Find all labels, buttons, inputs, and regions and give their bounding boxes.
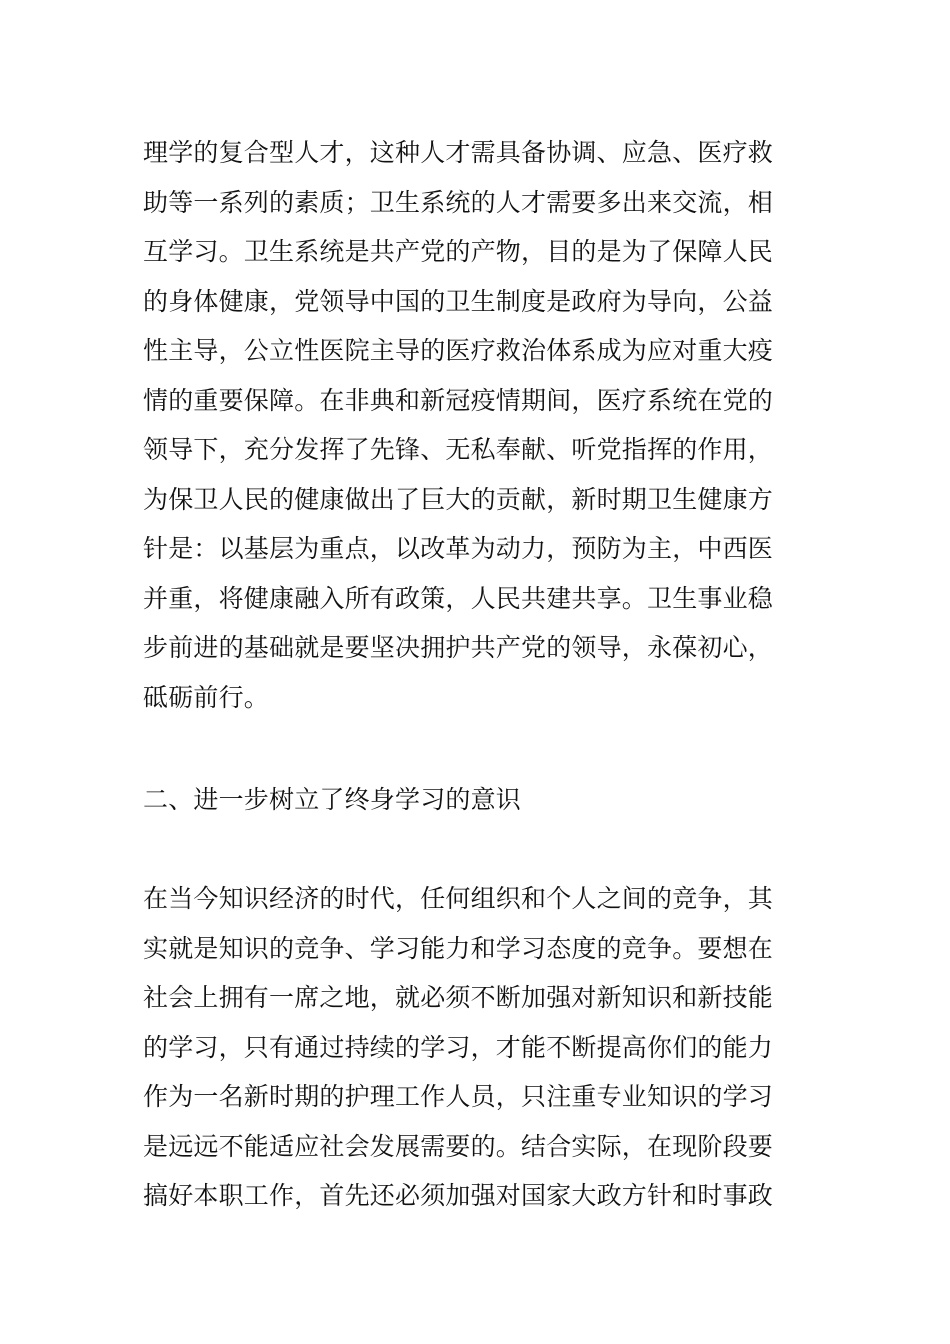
paragraph-line: 的身体健康，党领导中国的卫生制度是政府为导向，公益	[143, 286, 774, 316]
paragraph-line: 为保卫人民的健康做出了巨大的贡献，新时期卫生健康方	[143, 484, 774, 514]
paragraph-line: 的学习，只有通过持续的学习，才能不断提高你们的能力	[143, 1032, 774, 1062]
paragraph-line: 搞好本职工作，首先还必须加强对国家大政方针和时事政	[143, 1181, 774, 1210]
paragraph-line: 在当今知识经济的时代，任何组织和个人之间的竞争，其	[143, 884, 774, 913]
paragraph-line: 领导下，充分发挥了先锋、无私奉献、听党指挥的作用，	[143, 435, 774, 464]
paragraph-line: 性主导，公立性医院主导的医疗救治体系成为应对重大疫	[143, 336, 774, 365]
paragraph-line: 助等一系列的素质；卫生系统的人才需要多出来交流，相	[143, 187, 774, 217]
section-heading	[143, 775, 823, 825]
section-heading-text: 二、进一步树立了终身学习的意识	[143, 785, 522, 814]
paragraph-line: 针是：以基层为重点，以改革为动力，预防为主，中西医	[143, 534, 774, 563]
paragraph-line: 作为一名新时期的护理工作人员，只注重专业知识的学习	[143, 1082, 774, 1111]
paragraph-line: 情的重要保障。在非典和新冠疫情期间，医疗系统在党的	[143, 385, 774, 415]
paragraph-2	[143, 874, 823, 1221]
paragraph-line: 理学的复合型人才，这种人才需具备协调、应急、医疗救	[143, 138, 774, 167]
paragraph-1	[143, 128, 823, 722]
paragraph-line: 社会上拥有一席之地，就必须不断加强对新知识和新技能	[143, 983, 774, 1012]
paragraph-line: 是远远不能适应社会发展需要的。结合实际，在现阶段要	[143, 1131, 774, 1161]
paragraph-line: 步前进的基础就是要坚决拥护共产党的领导，永葆初心，	[143, 633, 774, 662]
paragraph-line: 并重，将健康融入所有政策，人民共建共享。卫生事业稳	[143, 583, 774, 613]
paragraph-line: 互学习。卫生系统是共产党的产物，目的是为了保障人民	[143, 237, 774, 266]
paragraph-line: 砥砺前行。	[143, 682, 270, 712]
paragraph-line: 实就是知识的竞争、学习能力和学习态度的竞争。要想在	[143, 933, 774, 963]
